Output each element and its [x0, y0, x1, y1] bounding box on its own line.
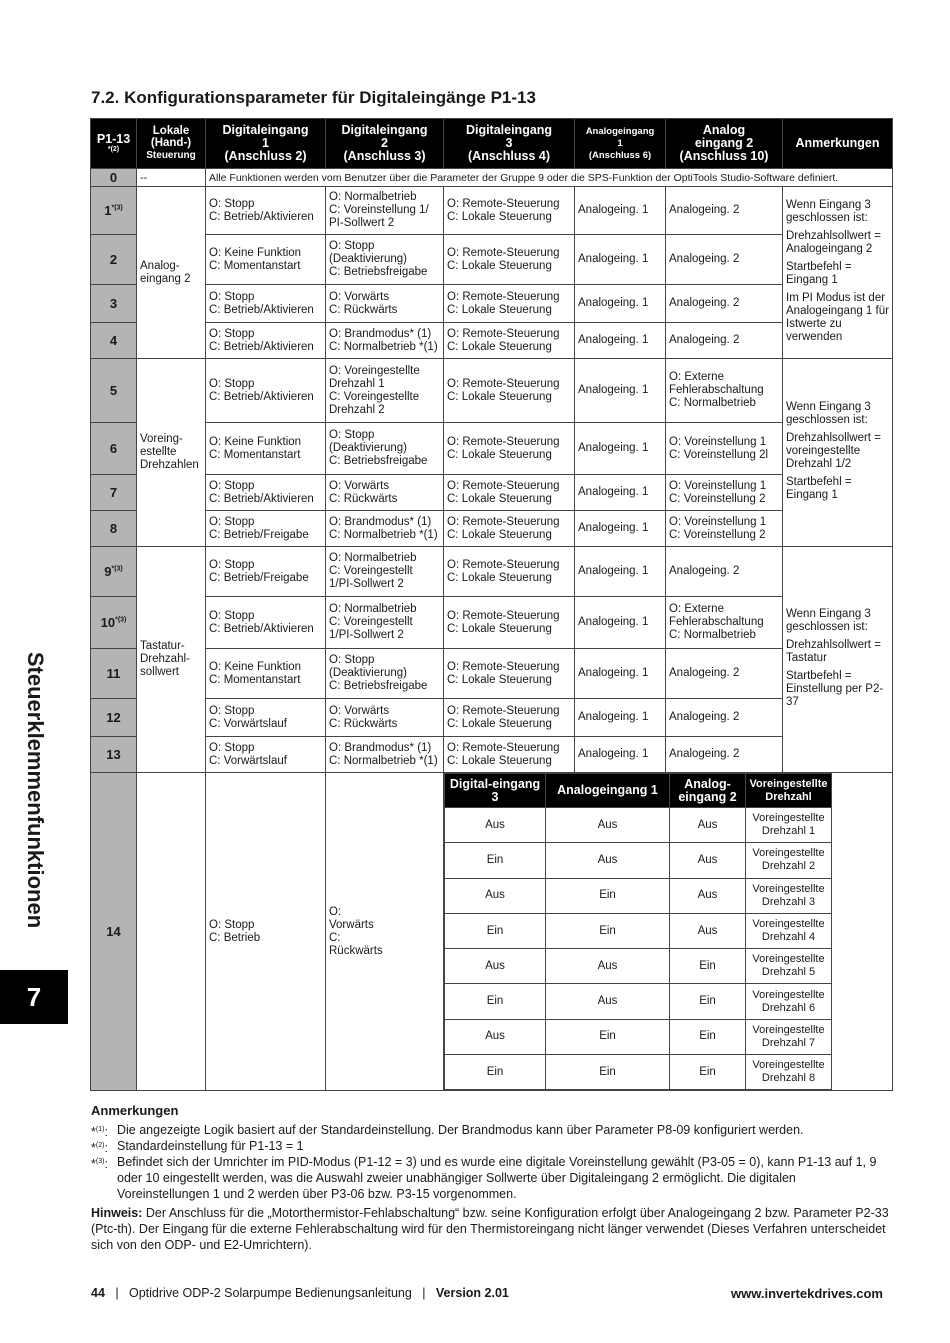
a2-cell: O: Externe Fehlerabschaltung C: Normalbetrieb [666, 597, 783, 649]
preset-cell: Ein [670, 984, 746, 1019]
preset-cell: Ein [546, 878, 670, 913]
a2-cell: O: Voreinstellung 1 C: Voreinstellung 2 [666, 511, 783, 547]
d2-cell: O: Vorwärts C: Rückwärts [326, 285, 444, 323]
preset-speed-subtable-cell [444, 773, 893, 1091]
table-row [91, 187, 893, 235]
preset-cell: Ein [445, 1055, 546, 1090]
param-value: 13 [91, 737, 137, 773]
d3-cell: O: Remote-Steuerung C: Lokale Steuerung [444, 649, 575, 699]
a2-cell: O: Voreinstellung 1 C: Voreinstellung 2l [666, 423, 783, 475]
table-row [91, 773, 893, 1091]
d1-cell: O: Keine Funktion C: Momentanstart [206, 423, 326, 475]
version: Version 2.01 [435, 1286, 509, 1300]
preset-row [445, 1055, 892, 1090]
param-value: 9$^{*(3)}$ [91, 547, 137, 597]
d2-cell: O: Normalbetrieb C: Voreingestellt 1/PI-Sollwert 2 [326, 597, 444, 649]
d2-cell: O: Stopp (Deaktivierung) C: Betriebsfreigabe [326, 235, 444, 285]
preset-spacer [832, 984, 892, 1019]
a1-cell: Analogeing. 1 [575, 649, 666, 699]
param-value: 4 [91, 323, 137, 359]
a1-cell: Analogeing. 1 [575, 547, 666, 597]
param-value: 2 [91, 235, 137, 285]
row0-description: Alle Funktionen werden vom Benutzer über die Parameter der Gruppe 9 oder die SPS-Funktion der OptiTools Studio-Software definiert. [206, 169, 893, 187]
table-row [91, 511, 893, 547]
table-row [91, 737, 893, 773]
d1-cell: O: Stopp C: Betrieb/Aktivieren [206, 597, 326, 649]
a1-cell: Analogeing. 1 [575, 511, 666, 547]
preset-spacer [832, 913, 892, 948]
preset-cell: Ein [445, 913, 546, 948]
mode-analog-input: Analog-eingang 2 [137, 187, 206, 359]
header-digital-input-1: Digitaleingang 1 (Anschluss 2) [206, 119, 326, 169]
a2-cell: Analogeing. 2 [666, 699, 783, 737]
d1-cell: O: Stopp C: Betrieb [206, 773, 326, 1091]
a2-cell: Analogeing. 2 [666, 323, 783, 359]
sub-header-di3: Digital-eingang 3 [445, 774, 546, 808]
page-number: 44 [91, 1286, 105, 1300]
preset-cell: Aus [445, 808, 546, 843]
table-row [91, 597, 893, 649]
preset-cell: Aus [670, 808, 746, 843]
param-value: 8 [91, 511, 137, 547]
a1-cell: Analogeing. 1 [575, 423, 666, 475]
param-value: 5 [91, 359, 137, 423]
a1-cell: Analogeing. 1 [575, 187, 666, 235]
preset-spacer [832, 1019, 892, 1054]
table-row [91, 547, 893, 597]
d2-cell: O: Vorwärts C: Rückwärts [326, 773, 444, 1091]
a1-cell: Analogeing. 1 [575, 475, 666, 511]
preset-spacer [832, 808, 892, 843]
d1-cell: O: Stopp C: Vorwärtslauf [206, 737, 326, 773]
preset-cell: Voreingestellte Drehzahl 4 [746, 913, 832, 948]
preset-cell: Aus [546, 808, 670, 843]
preset-row [445, 878, 892, 913]
preset-speed-subtable [444, 773, 892, 1090]
mode-0: -- [137, 169, 206, 187]
side-label: Steuerklemmenfunktionen [23, 651, 48, 929]
a1-cell: Analogeing. 1 [575, 323, 666, 359]
d3-cell: O: Remote-Steuerung C: Lokale Steuerung [444, 511, 575, 547]
notes-group-3: Wenn Eingang 3 geschlossen ist: Drehzahlsollwert = Tastatur Startbefehl = Einstellung per P2-37 [783, 547, 893, 773]
header-p1-13: P1-13 *(2) [91, 119, 137, 169]
param-value-0: 0 [91, 169, 137, 187]
preset-row [445, 1019, 892, 1054]
table-row [91, 699, 893, 737]
preset-cell: Ein [546, 1055, 670, 1090]
param-value: 12 [91, 699, 137, 737]
d3-cell: O: Remote-Steuerung C: Lokale Steuerung [444, 475, 575, 511]
a2-cell: Analogeing. 2 [666, 235, 783, 285]
preset-cell: Aus [670, 878, 746, 913]
sub-header-preset: Voreingestellte Drehzahl [746, 774, 832, 808]
a1-cell: Analogeing. 1 [575, 597, 666, 649]
table-row [91, 285, 893, 323]
preset-cell: Aus [546, 843, 670, 878]
d2-cell: O: Stopp (Deaktivierung) C: Betriebsfreigabe [326, 423, 444, 475]
section-title: 7.2. Konfigurationsparameter für Digitaleingänge P1-13 [91, 88, 536, 107]
d2-cell: O: Brandmodus* (1) C: Normalbetrieb *(1) [326, 511, 444, 547]
a1-cell: Analogeing. 1 [575, 285, 666, 323]
preset-cell: Ein [445, 984, 546, 1019]
preset-cell: Voreingestellte Drehzahl 8 [746, 1055, 832, 1090]
preset-spacer [832, 878, 892, 913]
d3-cell: O: Remote-Steuerung C: Lokale Steuerung [444, 359, 575, 423]
preset-cell: Ein [670, 1055, 746, 1090]
d2-cell: O: Vorwärts C: Rückwärts [326, 699, 444, 737]
d2-cell: O: Stopp (Deaktivierung) C: Betriebsfreigabe [326, 649, 444, 699]
preset-spacer [832, 949, 892, 984]
a2-cell: O: Externe Fehlerabschaltung C: Normalbetrieb [666, 359, 783, 423]
mode-14-empty [137, 773, 206, 1091]
preset-row [445, 913, 892, 948]
preset-cell: Aus [546, 984, 670, 1019]
d1-cell: O: Keine Funktion C: Momentanstart [206, 649, 326, 699]
footnote-3: *$^{(3)}$: Befindet sich der Umrichter im PID-Modus (P1-12 = 3) und es wurde eine digitale Voreinstellung gewählt (P3-05 = 0), kann P1-13 auf 1, 9 oder 10 eingestellt werden, was die Auswahl zweier unabhängiger Sollwerte über Digitaleingang 2 ermöglicht. Die digitalen Voreinstellungen 1 und 2 werden über P3-06 bzw. P3-15 vorgenommen. [91, 1155, 877, 1201]
notes-group-2: Wenn Eingang 3 geschlossen ist: Drehzahlsollwert = voreingestellte Drehzahl 1/2 Startbefehl = Eingang 1 [783, 359, 893, 547]
param-value: 7 [91, 475, 137, 511]
preset-cell: Aus [445, 949, 546, 984]
table-row [91, 323, 893, 359]
param-value: 14 [91, 773, 137, 1091]
a1-cell: Analogeing. 1 [575, 359, 666, 423]
d1-cell: O: Stopp C: Betrieb/Aktivieren [206, 475, 326, 511]
website-url: www.invertekdrives.com [731, 1286, 883, 1301]
preset-cell: Ein [670, 949, 746, 984]
d3-cell: O: Remote-Steuerung C: Lokale Steuerung [444, 423, 575, 475]
table-row [91, 423, 893, 475]
preset-row [445, 843, 892, 878]
d1-cell: O: Stopp C: Betrieb/Freigabe [206, 547, 326, 597]
d2-cell: O: Normalbetrieb C: Voreinstellung 1/ PI-Sollwert 2 [326, 187, 444, 235]
preset-cell: Ein [546, 1019, 670, 1054]
table-row [91, 235, 893, 285]
d3-cell: O: Remote-Steuerung C: Lokale Steuerung [444, 737, 575, 773]
header-digital-input-2: Digitaleingang 2 (Anschluss 3) [326, 119, 444, 169]
sub-header-ai2: Analog-eingang 2 [670, 774, 746, 808]
param-value: 3 [91, 285, 137, 323]
header-digital-input-3: Digitaleingang 3 (Anschluss 4) [444, 119, 575, 169]
preset-cell: Ein [546, 913, 670, 948]
preset-spacer [832, 1055, 892, 1090]
preset-cell: Voreingestellte Drehzahl 3 [746, 878, 832, 913]
header-local-control: Lokale (Hand-) Steuerung [137, 119, 206, 169]
a2-cell: Analogeing. 2 [666, 187, 783, 235]
d3-cell: O: Remote-Steuerung C: Lokale Steuerung [444, 187, 575, 235]
d1-cell: O: Stopp C: Betrieb/Aktivieren [206, 323, 326, 359]
config-table [90, 118, 893, 1091]
d3-cell: O: Remote-Steuerung C: Lokale Steuerung [444, 547, 575, 597]
preset-cell: Voreingestellte Drehzahl 6 [746, 984, 832, 1019]
preset-cell: Aus [670, 843, 746, 878]
table-row [91, 359, 893, 423]
header-analog-input-2: Analog eingang 2 (Anschluss 10) [666, 119, 783, 169]
d3-cell: O: Remote-Steuerung C: Lokale Steuerung [444, 597, 575, 649]
preset-cell: Ein [445, 843, 546, 878]
sub-header-spacer [832, 774, 892, 808]
a2-cell: O: Voreinstellung 1 C: Voreinstellung 2 [666, 475, 783, 511]
d2-cell: O: Normalbetrieb C: Voreingestellt 1/PI-Sollwert 2 [326, 547, 444, 597]
d1-cell: O: Stopp C: Betrieb/Aktivieren [206, 359, 326, 423]
preset-spacer [832, 843, 892, 878]
footnote-1: *$^{(1)}$: Die angezeigte Logik basiert auf der Standardeinstellung. Der Brandmodus kann über Parameter P8-09 konfiguriert werden. [91, 1123, 804, 1140]
hint-text: Hinweis: Der Anschluss für die „Motorthermistor-Fehlabschaltung“ bzw. seine Konfiguration erfolgt über Analogeingang 2 bzw. Parameter P2-33 (Ptc-th). Der Eingang für die externe Fehlerabschaltung wird für den Thermistoreingang nicht länger verwendet (Dieses Verfahren unterscheidet sich von den ODP- und E2-Umrichtern). [91, 1206, 889, 1252]
preset-cell: Voreingestellte Drehzahl 7 [746, 1019, 832, 1054]
d2-cell: O: Voreingestellte Drehzahl 1 C: Voreingestellte Drehzahl 2 [326, 359, 444, 423]
d1-cell: O: Stopp C: Betrieb/Aktivieren [206, 187, 326, 235]
d1-cell: O: Stopp C: Betrieb/Aktivieren [206, 285, 326, 323]
table-row [91, 475, 893, 511]
preset-row [445, 949, 892, 984]
param-value: 11 [91, 649, 137, 699]
preset-cell: Voreingestellte Drehzahl 5 [746, 949, 832, 984]
notes-section [91, 1103, 891, 1253]
a1-cell: Analogeing. 1 [575, 737, 666, 773]
d2-cell: O: Vorwärts C: Rückwärts [326, 475, 444, 511]
d2-cell: O: Brandmodus* (1) C: Normalbetrieb *(1) [326, 737, 444, 773]
a2-cell: Analogeing. 2 [666, 547, 783, 597]
d1-cell: O: Keine Funktion C: Momentanstart [206, 235, 326, 285]
param-value: 6 [91, 423, 137, 475]
preset-cell: Aus [670, 913, 746, 948]
preset-row [445, 808, 892, 843]
a2-cell: Analogeing. 2 [666, 285, 783, 323]
a2-cell: Analogeing. 2 [666, 649, 783, 699]
d3-cell: O: Remote-Steuerung C: Lokale Steuerung [444, 285, 575, 323]
preset-cell: Voreingestellte Drehzahl 1 [746, 808, 832, 843]
footnote-2: *$^{(2)}$: Standardeinstellung für P1-13 = 1 [91, 1139, 304, 1156]
document-title: Optidrive ODP-2 Solarpumpe Bedienungsanleitung [129, 1286, 412, 1300]
header-analog-input-1: Analogeingang 1 (Anschluss 6) [575, 119, 666, 169]
mode-keypad-speed: Tastatur-Drehzahl-sollwert [137, 547, 206, 773]
a1-cell: Analogeing. 1 [575, 235, 666, 285]
param-value: 1$^{*(3)}$ [91, 187, 137, 235]
d1-cell: O: Stopp C: Betrieb/Freigabe [206, 511, 326, 547]
d3-cell: O: Remote-Steuerung C: Lokale Steuerung [444, 323, 575, 359]
param-value: 10$^{*(3)}$ [91, 597, 137, 649]
table-row [91, 649, 893, 699]
chapter-number: 7 [0, 970, 68, 1024]
page-footer: 44 | Optidrive ODP-2 Solarpumpe Bedienungsanleitung | Version 2.01 www.invertekdrives.com [91, 1286, 883, 1301]
a1-cell: Analogeing. 1 [575, 699, 666, 737]
sub-header-ai1: Analogeingang 1 [546, 774, 670, 808]
preset-row [445, 984, 892, 1019]
preset-cell: Aus [445, 1019, 546, 1054]
preset-cell: Ein [670, 1019, 746, 1054]
a2-cell: Analogeing. 2 [666, 737, 783, 773]
mode-preset-speeds: Voreing-estellte Drehzahlen [137, 359, 206, 547]
preset-cell: Voreingestellte Drehzahl 2 [746, 843, 832, 878]
d3-cell: O: Remote-Steuerung C: Lokale Steuerung [444, 235, 575, 285]
notes-heading: Anmerkungen [91, 1103, 179, 1118]
preset-cell: Aus [445, 878, 546, 913]
notes-group-1: Wenn Eingang 3 geschlossen ist: Drehzahlsollwert = Analogeingang 2 Startbefehl = Eingang 1 Im PI Modus ist der Analogeingang 1 für Istwerte zu verwenden [783, 187, 893, 359]
d3-cell: O: Remote-Steuerung C: Lokale Steuerung [444, 699, 575, 737]
d2-cell: O: Brandmodus* (1) C: Normalbetrieb *(1) [326, 323, 444, 359]
header-notes: Anmerkungen [783, 119, 893, 169]
preset-cell: Aus [546, 949, 670, 984]
d1-cell: O: Stopp C: Vorwärtslauf [206, 699, 326, 737]
